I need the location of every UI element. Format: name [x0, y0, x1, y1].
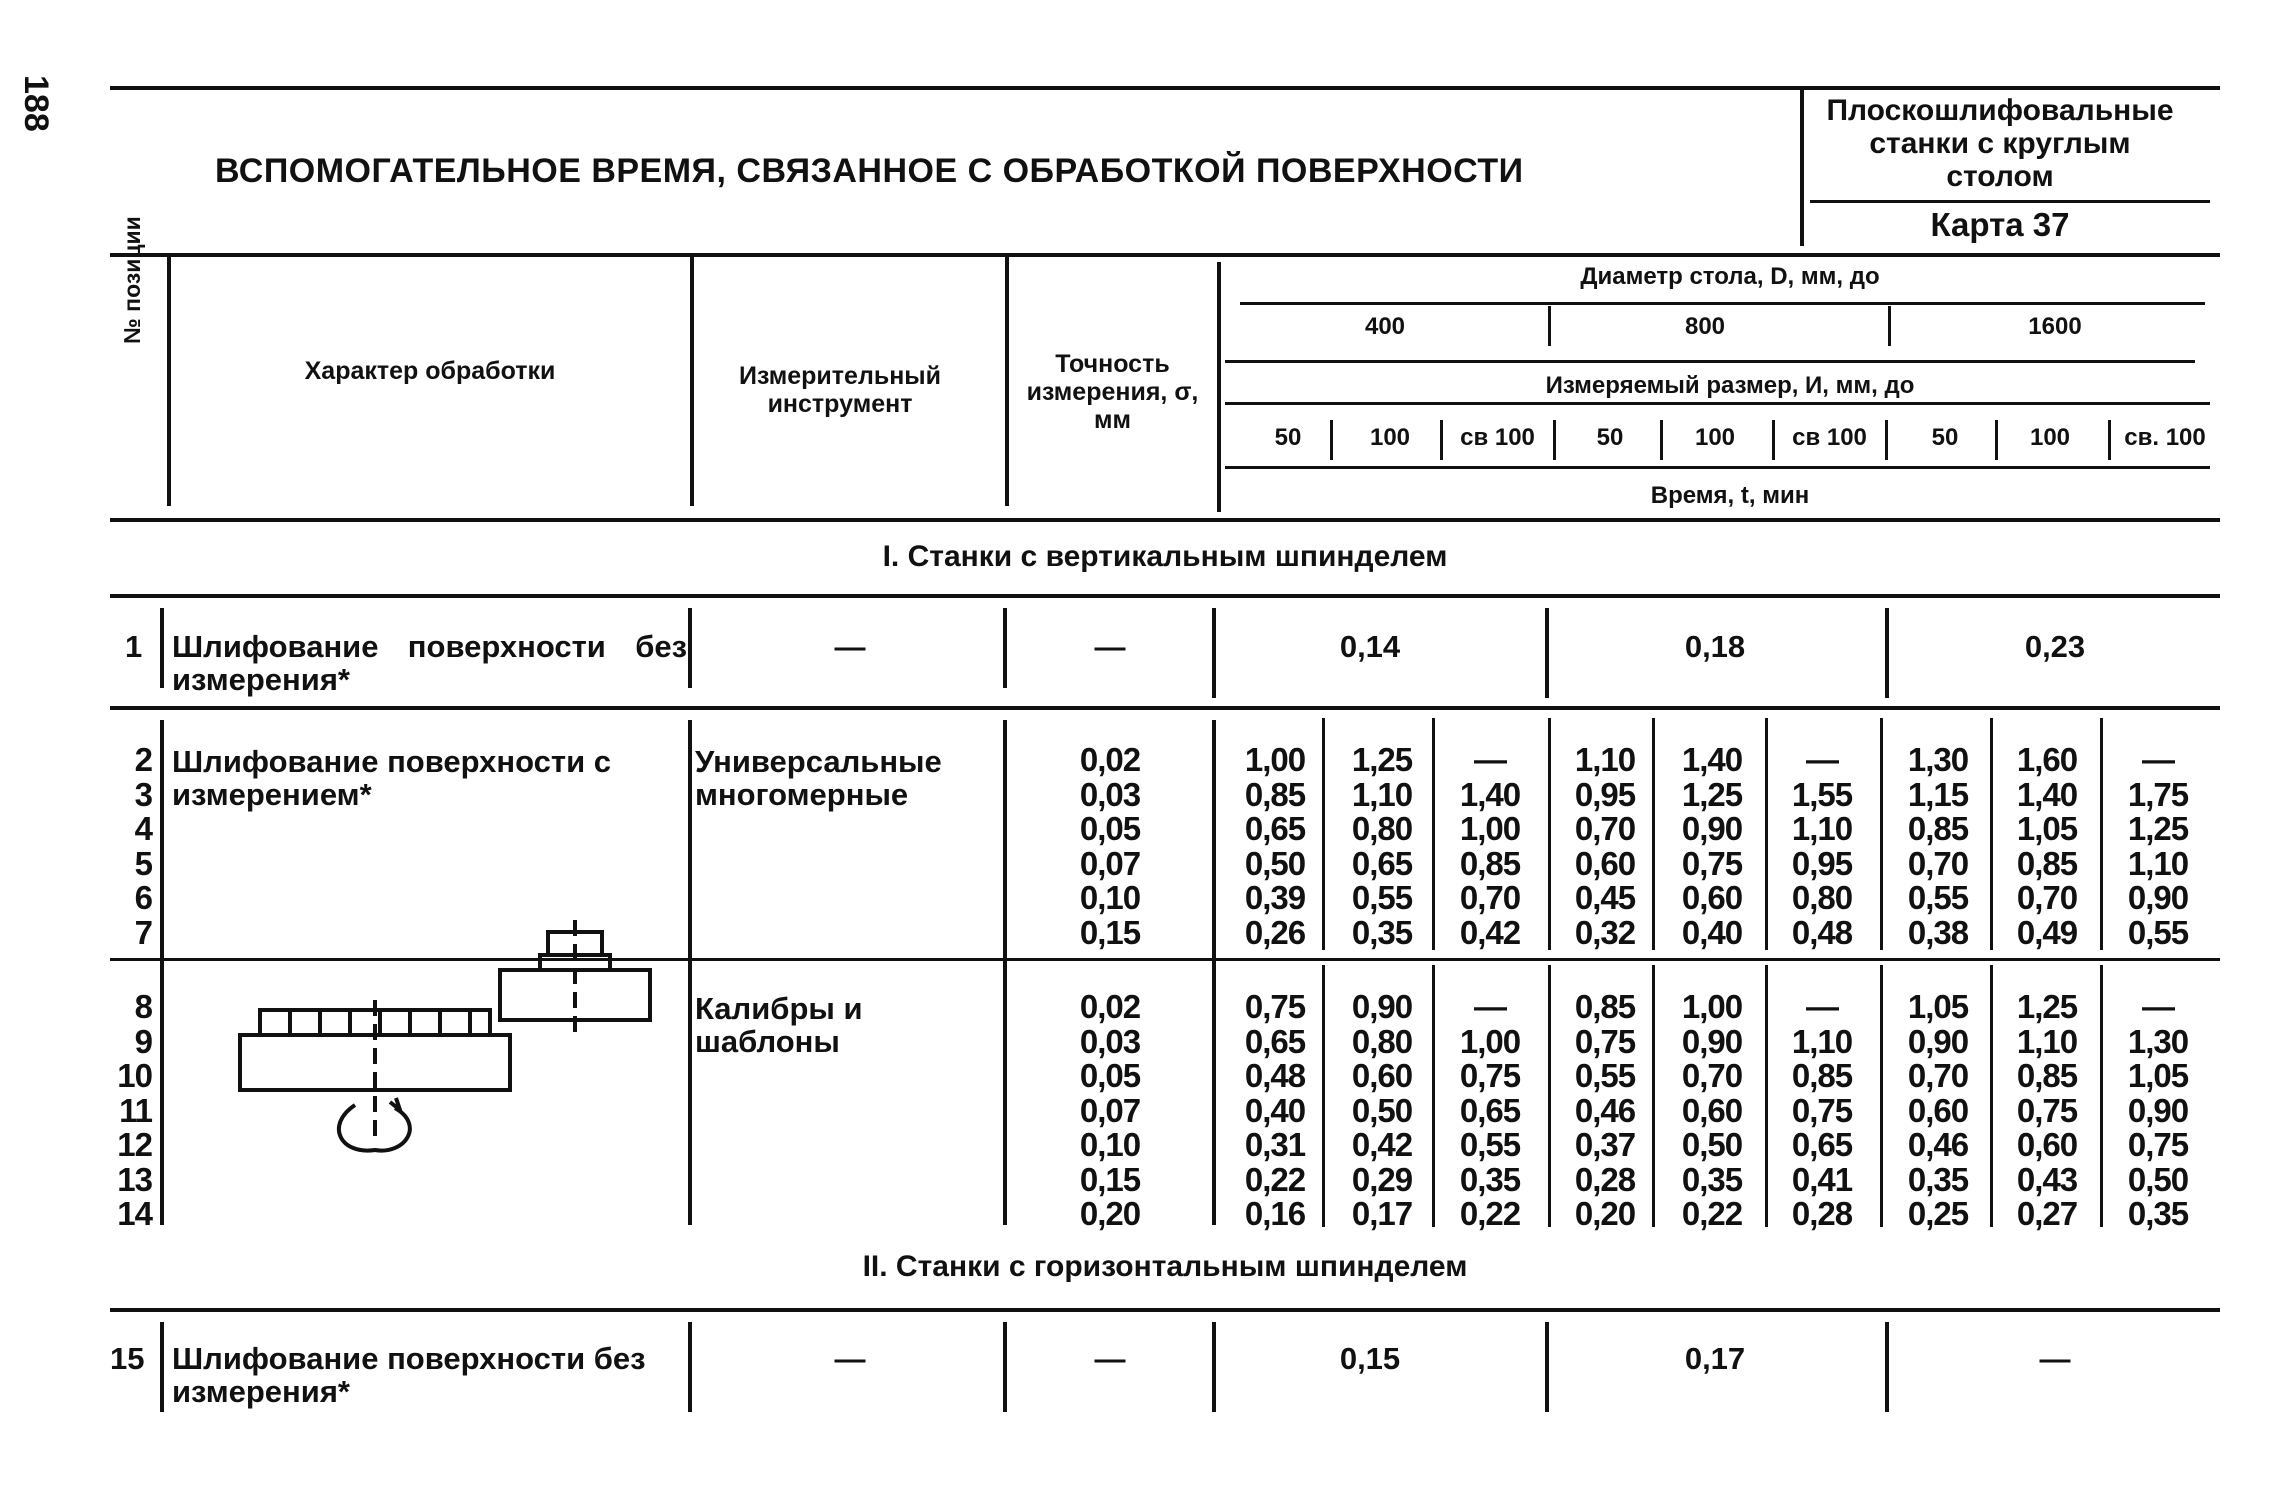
time-value: 0,46 — [1907, 1126, 1969, 1163]
time-value: 0,70 — [1907, 1057, 1969, 1094]
time-value: 1,05 — [2016, 810, 2078, 847]
time-rule — [1225, 466, 2210, 469]
time-value: 0,70 — [2016, 879, 2078, 916]
time-value: 1,00 — [1459, 1022, 1521, 1060]
size-label: 100 — [1369, 424, 1411, 451]
time-value: 0,39 — [1244, 879, 1306, 916]
grp-v-char — [160, 720, 164, 1225]
row15-time-800: 0,17 — [1684, 1341, 1746, 1376]
time-value: 0,50 — [1351, 1091, 1413, 1129]
accuracy-value: 0,02 — [1079, 741, 1141, 778]
position-number: 11 — [119, 1091, 152, 1129]
grid-separator — [1432, 965, 1435, 1227]
time-value: 0,75 — [1244, 988, 1306, 1025]
time-value: 0,22 — [1244, 1160, 1306, 1198]
diameter-label: Диаметр стола, D, мм, до — [1580, 263, 1880, 290]
time-value: 1,00 — [1681, 988, 1743, 1025]
time-value: 0,60 — [1907, 1091, 1969, 1129]
row15-v-instr — [688, 1322, 692, 1412]
time-value: 0,55 — [2127, 913, 2189, 951]
size-label: 100 — [2029, 424, 2071, 451]
time-value: 0,65 — [1244, 810, 1306, 847]
row15-v-t1 — [1212, 1322, 1216, 1412]
row15-accuracy: — — [1094, 1341, 1126, 1376]
size-sep — [1553, 420, 1556, 460]
grid-separator — [1548, 965, 1551, 1227]
group-a-character: Шлифование поверхности с измерением* — [172, 744, 611, 812]
row15-position: 15 — [110, 1341, 145, 1376]
time-value: 1,05 — [1907, 988, 1969, 1025]
time-value: 0,31 — [1244, 1126, 1306, 1163]
position-number: 9 — [134, 1022, 152, 1060]
time-value: 0,80 — [1791, 879, 1853, 916]
accuracy-value: 0,15 — [1079, 913, 1141, 951]
size-label: св. 100 — [2124, 424, 2206, 451]
row1-accuracy: — — [1094, 629, 1126, 664]
time-value: 0,60 — [1681, 1091, 1743, 1129]
time-value: 1,15 — [1907, 775, 1969, 813]
grid-separator — [1652, 965, 1655, 1227]
time-value: 1,40 — [1459, 775, 1521, 813]
row15-character: Шлифование поверхности без измерения* — [172, 1341, 646, 1409]
time-value: 0,45 — [1574, 879, 1636, 916]
time-value: 0,41 — [1791, 1160, 1853, 1198]
size-label: 100 — [1694, 424, 1736, 451]
time-value: — — [1806, 741, 1838, 778]
time-value: — — [1474, 988, 1506, 1025]
time-value: 0,35 — [1907, 1160, 1969, 1198]
time-value: 0,70 — [1681, 1057, 1743, 1094]
position-number: 8 — [134, 988, 152, 1025]
page-number: 188 — [17, 75, 55, 132]
position-number: 13 — [117, 1160, 152, 1198]
time-value: 0,65 — [1244, 1022, 1306, 1060]
time-value: 0,75 — [1681, 844, 1743, 882]
grp-v-instr — [688, 720, 692, 1225]
row1-v-instr — [688, 608, 692, 688]
accuracy-value: 0,10 — [1079, 1126, 1141, 1163]
grid-separator — [1765, 965, 1768, 1227]
section-1-heading: I. Станки с вертикальным шпинделем — [882, 540, 1448, 573]
time-value: 0,85 — [1244, 775, 1306, 813]
time-value: 0,55 — [1574, 1057, 1636, 1094]
time-value: 1,00 — [1459, 810, 1521, 847]
row1-v-t1 — [1212, 608, 1216, 698]
time-value: — — [2142, 741, 2174, 778]
time-value: 0,25 — [1907, 1195, 1969, 1232]
time-value: 0,90 — [1351, 988, 1413, 1025]
col-accuracy-header: Точность измерения, σ, мм — [1026, 350, 1199, 434]
time-value: 0,35 — [1351, 913, 1413, 951]
machine-type: Плоскошлифовальные станки с круглым столом — [1826, 94, 2174, 193]
time-value: 1,10 — [1351, 775, 1413, 813]
time-value: 0,85 — [1459, 844, 1521, 882]
time-value: 0,22 — [1459, 1195, 1521, 1232]
grid-separator — [2100, 718, 2103, 950]
time-value: 0,90 — [2127, 879, 2189, 916]
row1-character: Шлифование поверхности без измерения* — [172, 629, 687, 697]
time-value: — — [1474, 741, 1506, 778]
accuracy-value: 0,02 — [1079, 988, 1141, 1025]
position-number: 4 — [134, 810, 152, 847]
time-value: 1,10 — [2127, 844, 2189, 882]
row1-instrument: — — [834, 629, 866, 664]
row15-v-acc — [1003, 1322, 1007, 1412]
size-label: св 100 — [1460, 424, 1535, 451]
time-value: 1,00 — [1244, 741, 1306, 778]
position-number: 14 — [117, 1195, 152, 1232]
row1-v-t2 — [1545, 608, 1549, 698]
time-value: 0,65 — [1459, 1091, 1521, 1129]
time-value: 1,40 — [2016, 775, 2078, 813]
time-value: 0,35 — [1459, 1160, 1521, 1198]
time-value: 0,20 — [1574, 1195, 1636, 1232]
time-value: 0,50 — [1244, 844, 1306, 882]
time-value: 0,85 — [2016, 844, 2078, 882]
time-value: 1,25 — [1681, 775, 1743, 813]
size-sep — [2108, 420, 2111, 460]
grp-v-t1 — [1212, 720, 1216, 1225]
time-value: 0,95 — [1791, 844, 1853, 882]
time-value: 0,38 — [1907, 913, 1969, 951]
time-value: 0,90 — [1681, 810, 1743, 847]
accuracy-value: 0,15 — [1079, 1160, 1141, 1198]
time-value: 0,85 — [1791, 1057, 1853, 1094]
grid-separator — [1322, 965, 1325, 1227]
title-divider — [1800, 88, 1804, 246]
accuracy-value: 0,05 — [1079, 810, 1141, 847]
time-value: 0,40 — [1681, 913, 1743, 951]
time-value: 1,10 — [1574, 741, 1636, 778]
grp-v-acc — [1003, 720, 1007, 1225]
diameter-800: 800 — [1684, 313, 1726, 340]
time-value: 0,35 — [2127, 1195, 2189, 1232]
group-b-instrument: Калибры и шаблоны — [695, 991, 863, 1059]
row15-v-t2 — [1545, 1322, 1549, 1412]
grid-separator — [1880, 965, 1883, 1227]
accuracy-value: 0,05 — [1079, 1057, 1141, 1094]
time-value: 0,37 — [1574, 1126, 1636, 1163]
grid-separator — [1990, 718, 1993, 950]
grid-separator — [1990, 965, 1993, 1227]
table-top-rule — [110, 253, 2220, 257]
time-value: 1,10 — [1791, 810, 1853, 847]
time-value: 0,75 — [1791, 1091, 1853, 1129]
position-number: 2 — [134, 741, 152, 778]
accuracy-value: 0,20 — [1079, 1195, 1141, 1232]
size-sep — [1885, 420, 1888, 460]
row1-v-char — [160, 608, 164, 688]
accuracy-value: 0,03 — [1079, 1022, 1141, 1060]
row15-time-1600: — — [2039, 1341, 2071, 1376]
grid-separator — [1652, 718, 1655, 950]
time-value: 0,60 — [1351, 1057, 1413, 1094]
time-value: 1,30 — [1907, 741, 1969, 778]
time-value: 0,49 — [2016, 913, 2078, 951]
group-a-instrument: Универсальные многомерные — [695, 744, 942, 812]
time-value: 0,29 — [1351, 1160, 1413, 1198]
time-value: 0,48 — [1791, 913, 1853, 951]
time-value: 0,50 — [2127, 1160, 2189, 1198]
row15-time-400: 0,15 — [1339, 1341, 1401, 1376]
time-value: 0,55 — [1351, 879, 1413, 916]
accuracy-value: 0,07 — [1079, 844, 1141, 882]
position-number: 12 — [117, 1126, 152, 1163]
time-value: 0,60 — [2016, 1126, 2078, 1163]
position-number: 3 — [134, 775, 152, 813]
size-label: 50 — [1931, 424, 1959, 451]
diameter-1600: 1600 — [2028, 313, 2082, 340]
sizes-rule — [1225, 402, 2210, 405]
grinding-table-sketch — [230, 910, 670, 1170]
row1-bottom-rule — [110, 706, 2220, 710]
page-title: ВСПОМОГАТЕЛЬНОЕ ВРЕМЯ, СВЯЗАННОЕ С ОБРАБОТКОЙ ПОВЕРХНОСТИ — [215, 152, 1524, 190]
row15-v-t3 — [1885, 1322, 1889, 1412]
grid-separator — [1322, 718, 1325, 950]
position-number: 6 — [134, 879, 152, 916]
size-label: 50 — [1596, 424, 1624, 451]
time-value: 0,16 — [1244, 1195, 1306, 1232]
top-rule — [110, 86, 2220, 90]
time-value: 1,25 — [2016, 988, 2078, 1025]
card-rule — [1810, 200, 2210, 203]
row1-time-800: 0,18 — [1684, 629, 1746, 664]
time-value: 1,10 — [2016, 1022, 2078, 1060]
time-value: 0,32 — [1574, 913, 1636, 951]
col-position-header: № позиции — [119, 216, 145, 344]
time-value: 1,40 — [1681, 741, 1743, 778]
grid-separator — [1548, 718, 1551, 950]
time-value: 0,85 — [1574, 988, 1636, 1025]
time-value: 0,80 — [1351, 810, 1413, 847]
time-value: 0,90 — [1681, 1022, 1743, 1060]
time-value: 0,35 — [1681, 1160, 1743, 1198]
time-value: 1,60 — [2016, 741, 2078, 778]
time-value: — — [1806, 988, 1838, 1025]
time-value: 1,75 — [2127, 775, 2189, 813]
time-value: 0,42 — [1459, 913, 1521, 951]
time-value: 0,75 — [1459, 1057, 1521, 1094]
header-bottom-rule — [110, 518, 2220, 522]
diameter-400: 400 — [1364, 313, 1406, 340]
time-value: 0,55 — [1907, 879, 1969, 916]
time-value: 0,22 — [1681, 1195, 1743, 1232]
time-value: 1,25 — [1351, 741, 1413, 778]
time-value: 0,55 — [1459, 1126, 1521, 1163]
col-character-header: Характер обработки — [304, 357, 556, 385]
size-sep — [1995, 420, 1998, 460]
grid-separator — [1432, 718, 1435, 950]
size-label: св 100 — [1792, 424, 1867, 451]
size-sep — [1660, 420, 1663, 460]
row1-v-acc — [1003, 608, 1007, 688]
time-value: 0,48 — [1244, 1057, 1306, 1094]
size-sep — [1772, 420, 1775, 460]
time-value: 0,80 — [1351, 1022, 1413, 1060]
header-v1 — [167, 256, 171, 506]
time-value: 0,43 — [2016, 1160, 2078, 1198]
time-value: 0,95 — [1574, 775, 1636, 813]
position-number: 10 — [117, 1057, 152, 1094]
time-value: — — [2142, 988, 2174, 1025]
size-label: 50 — [1274, 424, 1302, 451]
row1-time-400: 0,14 — [1339, 629, 1401, 664]
accuracy-value: 0,03 — [1079, 775, 1141, 813]
measured-label: Измеряемый размер, И, мм, до — [1545, 372, 1915, 399]
header-v3 — [1005, 256, 1009, 506]
card-number: Карта 37 — [1930, 206, 2070, 243]
time-value: 0,75 — [2016, 1091, 2078, 1129]
diam-sep-2 — [1888, 306, 1891, 346]
row15-v-char — [160, 1322, 164, 1412]
time-value: 0,85 — [1907, 810, 1969, 847]
time-value: 0,65 — [1351, 844, 1413, 882]
row1-position: 1 — [125, 629, 143, 664]
header-v4 — [1217, 262, 1221, 512]
time-value: 0,26 — [1244, 913, 1306, 951]
time-value: 1,25 — [2127, 810, 2189, 847]
time-value: 0,42 — [1351, 1126, 1413, 1163]
grid-separator — [1880, 718, 1883, 950]
time-value: 0,75 — [2127, 1126, 2189, 1163]
section1-rule — [110, 594, 2220, 598]
position-number: 7 — [134, 913, 152, 951]
accuracy-value: 0,07 — [1079, 1091, 1141, 1129]
size-sep — [1330, 420, 1333, 460]
time-value: 0,90 — [1907, 1022, 1969, 1060]
time-value: 0,40 — [1244, 1091, 1306, 1129]
grid-separator — [2100, 965, 2103, 1227]
row15-instrument: — — [834, 1341, 866, 1376]
row1-time-1600: 0,23 — [2024, 629, 2086, 664]
time-value: 0,70 — [1907, 844, 1969, 882]
time-value: 0,60 — [1681, 879, 1743, 916]
time-value: 0,60 — [1574, 844, 1636, 882]
time-value: 1,30 — [2127, 1022, 2189, 1060]
accuracy-value: 0,10 — [1079, 879, 1141, 916]
time-value: 0,27 — [2016, 1195, 2078, 1232]
row1-v-t3 — [1885, 608, 1889, 698]
header-v2 — [690, 256, 694, 506]
time-value: 1,05 — [2127, 1057, 2189, 1094]
time-value: 0,70 — [1459, 879, 1521, 916]
diam-rule — [1240, 302, 2205, 305]
grid-separator — [1765, 718, 1768, 950]
time-value: 1,10 — [1791, 1022, 1853, 1060]
time-value: 0,85 — [2016, 1057, 2078, 1094]
time-value: 0,17 — [1351, 1195, 1413, 1232]
section2-rule — [110, 1308, 2220, 1312]
time-label: Время, t, мин — [1650, 482, 1810, 509]
measured-rule — [1225, 360, 2195, 363]
time-value: 0,70 — [1574, 810, 1636, 847]
time-value: 0,75 — [1574, 1022, 1636, 1060]
time-value: 0,65 — [1791, 1126, 1853, 1163]
col-instrument-header: Измерительный инструмент — [738, 362, 942, 418]
time-value: 0,46 — [1574, 1091, 1636, 1129]
time-value: 0,28 — [1791, 1195, 1853, 1232]
time-value: 0,28 — [1574, 1160, 1636, 1198]
size-sep — [1440, 420, 1443, 460]
time-value: 0,50 — [1681, 1126, 1743, 1163]
diam-sep-1 — [1548, 306, 1551, 346]
time-value: 1,55 — [1791, 775, 1853, 813]
time-value: 0,90 — [2127, 1091, 2189, 1129]
section-2-heading: II. Станки с горизонтальным шпинделем — [862, 1250, 1468, 1283]
position-number: 5 — [134, 844, 152, 882]
